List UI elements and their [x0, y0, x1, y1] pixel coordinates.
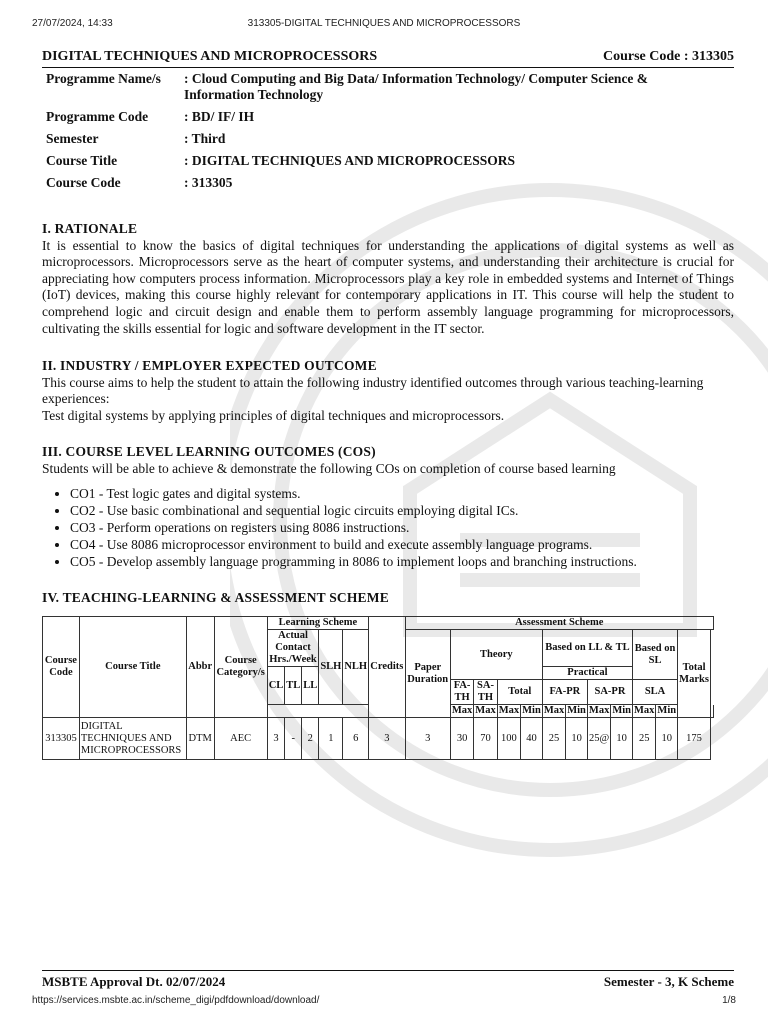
cell-category: AEC	[214, 718, 267, 760]
meta-key: Course Title	[46, 153, 118, 168]
meta-key: Course Code	[46, 175, 121, 190]
print-page-indicator: 1/8	[722, 995, 736, 1006]
th-credits: Credits	[369, 617, 405, 718]
print-timestamp: 27/07/2024, 14:33	[32, 18, 113, 29]
teaching-assessment-table	[42, 616, 714, 760]
th-course-title: Course Title	[79, 617, 186, 718]
cell-slh: 1	[319, 718, 343, 760]
th-tl: TL	[285, 667, 302, 705]
th-nlh: NLH	[343, 630, 369, 705]
meta-key: Programme Code	[46, 109, 149, 124]
cell-course-code: 313305	[43, 718, 80, 760]
approval-date: MSBTE Approval Dt. 02/07/2024	[42, 974, 226, 989]
meta-value: : Third	[184, 131, 226, 146]
cell-nlh: 6	[343, 718, 369, 760]
th-course-code: Course Code	[43, 617, 80, 718]
list-item: • CO5 - Develop assembly language programming in 8086 to implement loops and branching instructions.	[70, 553, 734, 570]
cell-fa-pr-min: 10	[566, 718, 588, 760]
th-practical: Practical	[542, 667, 632, 680]
meta-value: : Cloud Computing and Big Data/ Information Technology/ Computer Science & Information Technology	[184, 71, 649, 102]
course-outcomes-heading: III. COURSE LEVEL LEARNING OUTCOMES (COS)	[42, 444, 376, 459]
th-max: Max	[451, 705, 473, 716]
th-min: Min	[522, 705, 541, 716]
th-actual-contact: Actual Contact Hrs./Week	[267, 630, 319, 667]
semester-scheme: Semester - 3, K Scheme	[603, 974, 734, 989]
document-footer	[42, 970, 734, 990]
cell-paper-duration: 3	[405, 718, 450, 760]
meta-value: : 313305	[184, 175, 233, 190]
document-title-row	[42, 45, 734, 68]
rationale-text: It is essential to know the basics of digital techniques for understanding the applications of digital systems as well as microprocessors. Microprocessors serve as the heart of computer systems, and understanding their architecture is crucial for appreciating how computers process information. Microprocessors play a key role in embedded systems and Internet of Things (IoT) devices, making this course highly relevant for contemporary applications in IT. This course will help the student to comprehend logic and circuit design and enable them to perform assembly language programming for microprocessors, cultivating the skills essential for logic and software development in the IT sector.	[42, 237, 734, 336]
cell-credits: 3	[369, 718, 405, 760]
scheme-section	[42, 590, 734, 607]
th-slh: SLH	[319, 630, 343, 705]
th-assessment-scheme: Assessment Scheme	[405, 617, 713, 630]
cell-total-marks: 175	[678, 718, 711, 760]
browser-print-header	[0, 18, 768, 32]
meta-row	[42, 150, 682, 172]
th-sla: SLA	[633, 680, 678, 705]
cell-tl: -	[285, 718, 302, 760]
industry-outcome-heading: II. INDUSTRY / EMPLOYER EXPECTED OUTCOME	[42, 358, 377, 373]
list-item: • CO1 - Test logic gates and digital systems.	[70, 485, 734, 502]
cell-sla-min: 10	[656, 718, 678, 760]
th-sa-pr: SA-PR	[587, 680, 632, 705]
cell-fa-th-max: 30	[450, 718, 473, 760]
th-theory-total: Total	[497, 680, 542, 705]
meta-row	[42, 128, 682, 150]
browser-print-footer	[0, 995, 768, 1009]
meta-value: : BD/ IF/ IH	[184, 109, 255, 124]
cell-ll: 2	[302, 718, 319, 760]
course-code-heading: Course Code : 313305	[602, 49, 734, 64]
th-ll: LL	[302, 667, 319, 705]
course-meta-table	[42, 68, 682, 194]
th-sa-th: SA-TH	[474, 680, 497, 705]
print-tab-title: 313305-DIGITAL TECHNIQUES AND MICROPROCESSORS	[247, 18, 521, 29]
table-row	[43, 718, 714, 760]
meta-key: Semester	[46, 131, 99, 146]
th-theory: Theory	[450, 630, 542, 680]
industry-outcome-section	[42, 358, 734, 424]
th-max: Max	[634, 705, 655, 716]
th-based-sl: Based on SL	[633, 630, 678, 680]
cell-total-min: 40	[521, 718, 543, 760]
course-outcomes-intro: Students will be able to achieve & demonstrate the following COs on completion of course based learning	[42, 460, 616, 476]
th-fa-pr: FA-PR	[542, 680, 587, 705]
meta-key: Programme Name/s	[46, 71, 161, 86]
th-min: Min	[612, 705, 631, 716]
scheme-heading: IV. TEACHING-LEARNING & ASSESSMENT SCHEME	[42, 590, 389, 605]
meta-row	[42, 172, 682, 194]
industry-outcome-intro: This course aims to help the student to attain the following industry identified outcomes through various teaching-learning experiences:	[42, 374, 704, 407]
print-url: https://services.msbte.ac.in/scheme_digi/pdfdownload/download/	[32, 995, 320, 1006]
th-blank	[711, 705, 714, 718]
meta-row	[42, 106, 682, 128]
course-outcomes-list	[42, 485, 734, 570]
th-max: Max	[475, 705, 496, 716]
th-category: Course Category/s	[214, 617, 267, 718]
th-total-marks: Total Marks	[678, 630, 711, 718]
course-name-heading: DIGITAL TECHNIQUES AND MICROPROCESSORS	[42, 49, 378, 64]
meta-value: : DIGITAL TECHNIQUES AND MICROPROCESSORS	[184, 153, 516, 168]
cell-sa-pr-min: 10	[611, 718, 633, 760]
cell-sa-pr-max: 25@	[587, 718, 610, 760]
th-fa-th: FA-TH	[450, 680, 473, 705]
cell-sla-max: 25	[633, 718, 656, 760]
course-outcomes-section	[42, 444, 734, 570]
cell-abbr: DTM	[186, 718, 214, 760]
th-abbr: Abbr	[186, 617, 214, 718]
meta-row	[42, 68, 682, 106]
th-max: Max	[543, 705, 565, 716]
rationale-section	[42, 221, 734, 337]
industry-outcome-text: Test digital systems by applying principles of digital techniques and microprocessors.	[42, 407, 505, 423]
th-paper-duration: Paper Duration	[405, 630, 450, 718]
list-item: • CO4 - Use 8086 microprocessor environment to build and execute assembly language programs.	[70, 536, 734, 553]
th-blank	[267, 705, 368, 718]
cell-fa-pr-max: 25	[542, 718, 565, 760]
th-max: Max	[588, 705, 610, 716]
list-item: • CO3 - Perform operations on registers using 8086 instructions.	[70, 519, 734, 536]
cell-cl: 3	[267, 718, 285, 760]
th-min: Min	[657, 705, 677, 716]
cell-course-title: DIGITAL TECHNIQUES AND MICROPROCESSORS	[79, 718, 186, 760]
list-item: • CO2 - Use basic combinational and sequential logic circuits employing digital ICs.	[70, 502, 734, 519]
th-learning-scheme: Learning Scheme	[267, 617, 368, 630]
cell-sa-th-max: 70	[474, 718, 497, 760]
th-cl: CL	[267, 667, 285, 705]
th-based-ll-tl: Based on LL & TL	[542, 630, 632, 667]
cell-total-max: 100	[497, 718, 520, 760]
th-max: Max	[498, 705, 520, 716]
rationale-heading: I. RATIONALE	[42, 221, 138, 236]
th-min: Min	[567, 705, 586, 716]
